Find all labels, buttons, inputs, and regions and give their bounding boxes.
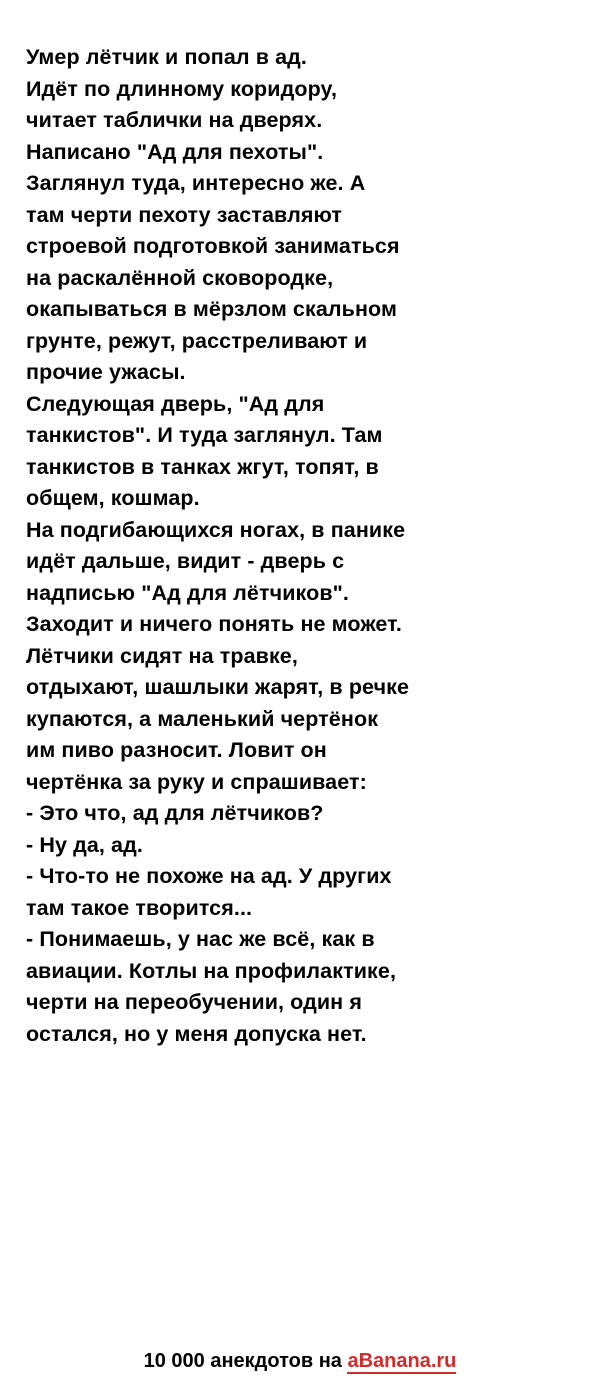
joke-line: - Ну да, ад. [26, 832, 143, 857]
joke-text-block [26, 42, 574, 1050]
joke-line: там черти пехоту заставляют [26, 202, 343, 227]
joke-line: грунте, режут, расстреливают и [26, 328, 368, 353]
brand-tld-label: .ru [430, 1350, 457, 1372]
joke-line: черти на переобучении, один я [26, 990, 362, 1014]
joke-line: На подгибающихся ногах, в панике [26, 517, 406, 542]
joke-line: Умер лётчик и попал в ад. [26, 45, 308, 69]
joke-line: Следующая дверь, "Ад для [26, 391, 325, 416]
joke-line: надписью "Ад для лётчиков". [26, 580, 350, 605]
joke-line: танкистов". И туда заглянул. Там [26, 423, 383, 447]
footer-prefix-label: 10 000 анекдотов на [143, 1350, 348, 1372]
joke-line: отдыхают, шашлыки жарят, в речке [26, 675, 410, 699]
joke-line: читает таблички на дверях. [26, 108, 323, 132]
joke-line: авиации. Котлы на профилактике, [26, 958, 397, 983]
joke-line: прочие ужасы. [26, 360, 186, 384]
joke-line: окапываться в мёрзлом скальном [26, 297, 398, 321]
joke-line: - Это что, ад для лётчиков? [26, 801, 324, 825]
footer [0, 1348, 600, 1374]
joke-line: Написано "Ад для пехоты". [26, 139, 324, 164]
joke-line: на раскалённой сковородке, [26, 265, 334, 290]
joke-line: им пиво разносит. Ловит он [26, 738, 327, 762]
joke-line: остался, но у меня допуска нет. [26, 1021, 367, 1046]
joke-line: Заходит и ничего понять не может. [26, 612, 402, 636]
joke-line: идёт дальше, видит - дверь с [26, 549, 345, 573]
joke-line: общем, кошмар. [26, 486, 200, 510]
joke-line: чертёнка за руку и спрашивает: [26, 769, 367, 794]
joke-line: Заглянул туда, интересно же. А [26, 171, 366, 195]
joke-line: Лётчики сидят на травке, [26, 643, 298, 668]
joke-line: - Понимаешь, у нас же всё, как в [26, 927, 375, 951]
abanana-link[interactable] [347, 1350, 456, 1374]
joke-line: строевой подготовкой заниматься [26, 234, 400, 258]
joke-line: - Что-то не похоже на ад. У других [26, 864, 392, 888]
brand-a-letter: a [347, 1350, 359, 1372]
brand-name-label: Banana [358, 1350, 431, 1372]
joke-line: танкистов в танках жгут, топят, в [26, 454, 379, 479]
joke-line: купаются, а маленький чертёнок [26, 706, 379, 731]
joke-line: Идёт по длинному коридору, [26, 76, 338, 101]
joke-line: там такое творится... [26, 895, 253, 920]
